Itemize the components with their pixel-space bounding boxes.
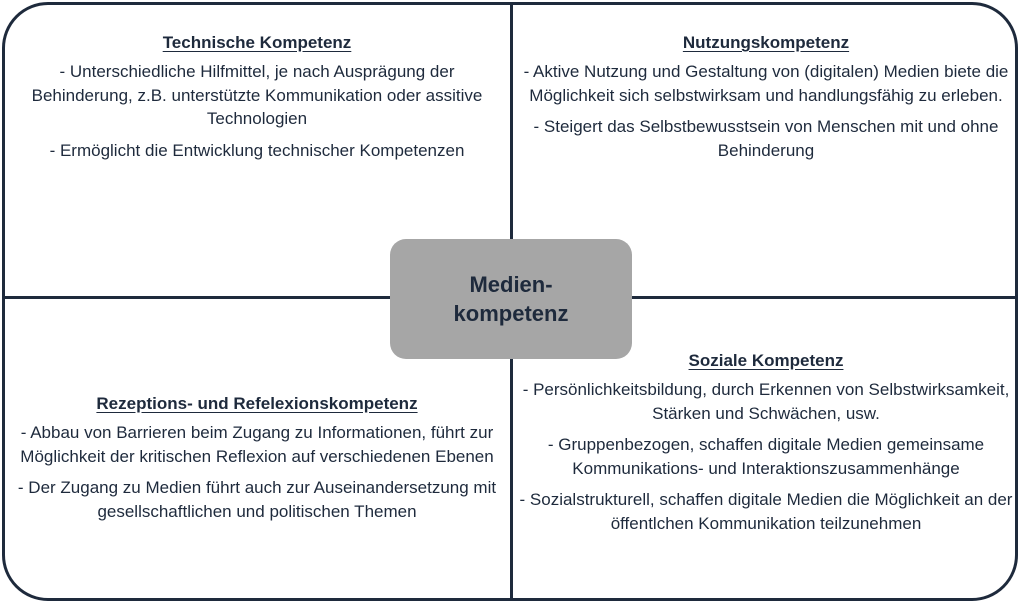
horizontal-divider-left — [2, 296, 390, 299]
quadrant-rezeptions-reflexionskompetenz — [12, 394, 502, 531]
quadrant-item: - Abbau von Barrieren beim Zugang zu Informationen, führt zur Möglichkeit der kritischen Reflexion auf verschiedenen Ebenen — [20, 423, 494, 466]
quadrant-title: Technische Kompetenz — [162, 33, 352, 52]
quadrant-technische-kompetenz — [12, 33, 502, 170]
quadrant-item: - Persönlichkeitsbildung, durch Erkennen von Selbstwirksamkeit, Stärken und Schwächen, usw. — [522, 380, 1010, 423]
quadrant-item: - Gruppenbezogen, schaffen digitale Medien gemeinsame Kommunikations- und Interaktionszusammenhänge — [547, 435, 985, 478]
center-label-line1: Medien- — [469, 272, 553, 297]
quadrant-item: - Aktive Nutzung und Gestaltung von (digitalen) Medien biete die Möglichkeit sich selbstwirksam und handlungsfähig zu erleben. — [523, 62, 1009, 105]
quadrant-nutzungskompetenz — [518, 33, 1014, 170]
quadrant-item: - Sozialstrukturell, schaffen digitale Medien die Möglichkeit an der öffentlchen Kommunikation teilzunehmen — [519, 490, 1013, 533]
quadrant-soziale-kompetenz — [518, 351, 1014, 543]
quadrant-title: Nutzungskompetenz — [682, 33, 850, 52]
quadrant-item: - Ermöglicht die Entwicklung technischer Kompetenzen — [49, 140, 465, 160]
quadrant-item: - Der Zugang zu Medien führt auch zur Auseinandersetzung mit gesellschaftlichen und politischen Themen — [17, 478, 497, 521]
quadrant-title: Soziale Kompetenz — [688, 351, 844, 370]
quadrant-item: - Steigert das Selbstbewusstsein von Menschen mit und ohne Behinderung — [533, 117, 999, 160]
horizontal-divider-right — [632, 296, 1018, 299]
center-label-line2: kompetenz — [453, 301, 569, 326]
center-node — [390, 239, 632, 359]
quadrant-title: Rezeptions- und Refelexionskompetenz — [96, 394, 418, 413]
quadrant-item: - Unterschiedliche Hilfmittel, je nach Ausprägung der Behinderung, z.B. unterstützte Kommunikation oder assitive Technologien — [31, 62, 483, 128]
